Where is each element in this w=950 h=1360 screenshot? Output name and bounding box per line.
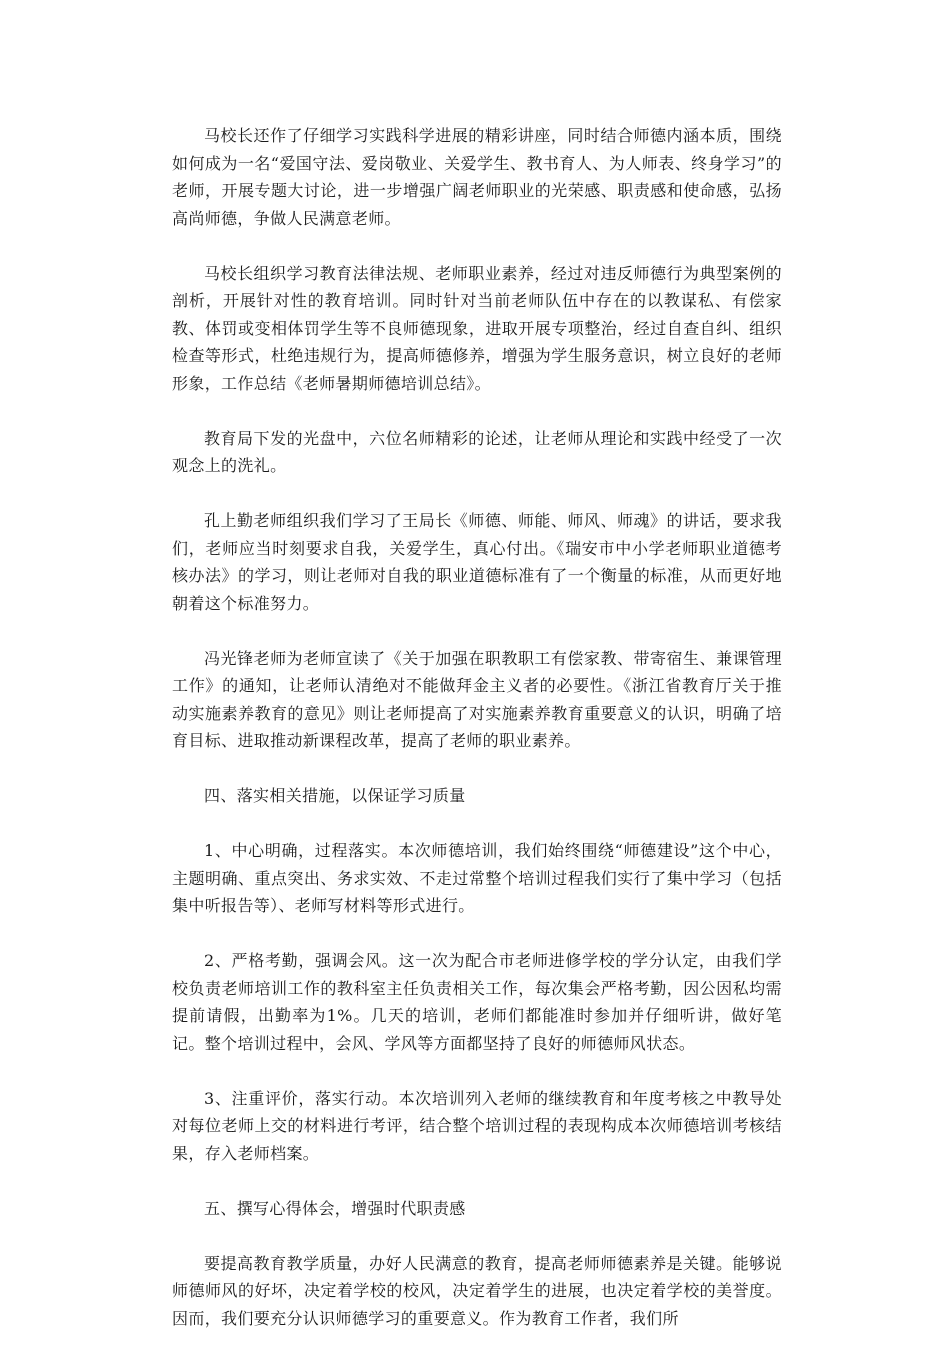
- paragraph-measure-2: 2、严格考勤，强调会风。这一次为配合市老师进修学校的学分认定，由我们学校负责老师培训工作的教科室主任负责相关工作，每次集会严格考勤，因公因私均需提前请假，出勤率为1%。几天的培训，老师们都能准时参加并仔细听讲，做好笔记。整个培训过程中，会风、学风等方面都坚持了良好的师德师风状态。: [172, 951, 782, 1053]
- paragraph-principal-lecture: 马校长还作了仔细学习实践科学进展的精彩讲座，同时结合师德内涵本质，围绕如何成为一名“爱国守法、爱岗敬业、关爱学生、教书育人、为人师表、终身学习”的老师，开展专题大讨论，进一步增强广阔老师职业的光荣感、职责感和使命感，弘扬高尚师德，争做人民满意老师。: [172, 126, 782, 228]
- paragraph-kong-study: 孔上勤老师组织我们学习了王局长《师德、师能、师风、师魂》的讲话，要求我们，老师应当时刻要求自我，关爱学生，真心付出。《瑞安市中小学老师职业道德考核办法》的学习，则让老师对自我的职业道德标准有了一个衡量的标准，从而更好地朝着这个标准努力。: [172, 511, 782, 613]
- section-heading-5: 五、撰写心得体会，增强时代职责感: [204, 1198, 466, 1218]
- document-body: [172, 122, 782, 1360]
- paragraph-disc-lectures: 教育局下发的光盘中，六位名师精彩的论述，让老师从理论和实践中经受了一次观念上的洗礼。: [172, 428, 782, 475]
- paragraph-feng-notice: 冯光锋老师为老师宣读了《关于加强在职教职工有偿家教、带寄宿生、兼课管理工作》的通知，让老师认清绝对不能做拜金主义者的必要性。《浙江省教育厅关于推动实施素养教育的意见》则让老师提高了对实施素养教育重要意义的认识，明确了培育目标、进取推动新课程改革，提高了老师的职业素养。: [172, 648, 782, 750]
- paragraph-measure-3: 3、注重评价，落实行动。本次培训列入老师的继续教育和年度考核之中教导处对每位老师上交的材料进行考评，结合整个培训过程的表现构成本次师德培训考核结果，存入老师档案。: [172, 1088, 782, 1163]
- paragraph-law-study: 马校长组织学习教育法律法规、老师职业素养，经过对违反师德行为典型案例的剖析，开展针对性的教育培训。同时针对当前老师队伍中存在的以教谋私、有偿家教、体罚或变相体罚学生等不良师德现象，进取开展专项整治，经过自查自纠、组织检查等形式，杜绝违规行为，提高师德修养，增强为学生服务意识，树立良好的老师形象，工作总结《老师暑期师德培训总结》。: [172, 263, 782, 393]
- paragraph-measure-1: 1、中心明确，过程落实。本次师德培训，我们始终围绕“师德建设”这个中心，主题明确、重点突出、务求实效、不走过常整个培训过程我们实行了集中学习（包括集中听报告等）、老师写材料等形式进行。: [172, 841, 782, 915]
- section-heading-4: 四、落实相关措施，以保证学习质量: [204, 786, 466, 805]
- paragraph-quality: 要提高教育教学质量，办好人民满意的教育，提高老师师德素养是关键。能够说师德师风的好坏，决定着学校的校风，决定着学生的进展，也决定着学校的美誉度。因而，我们要充分认识师德学习的重要意义。作为教育工作者，我们所: [172, 1253, 782, 1328]
